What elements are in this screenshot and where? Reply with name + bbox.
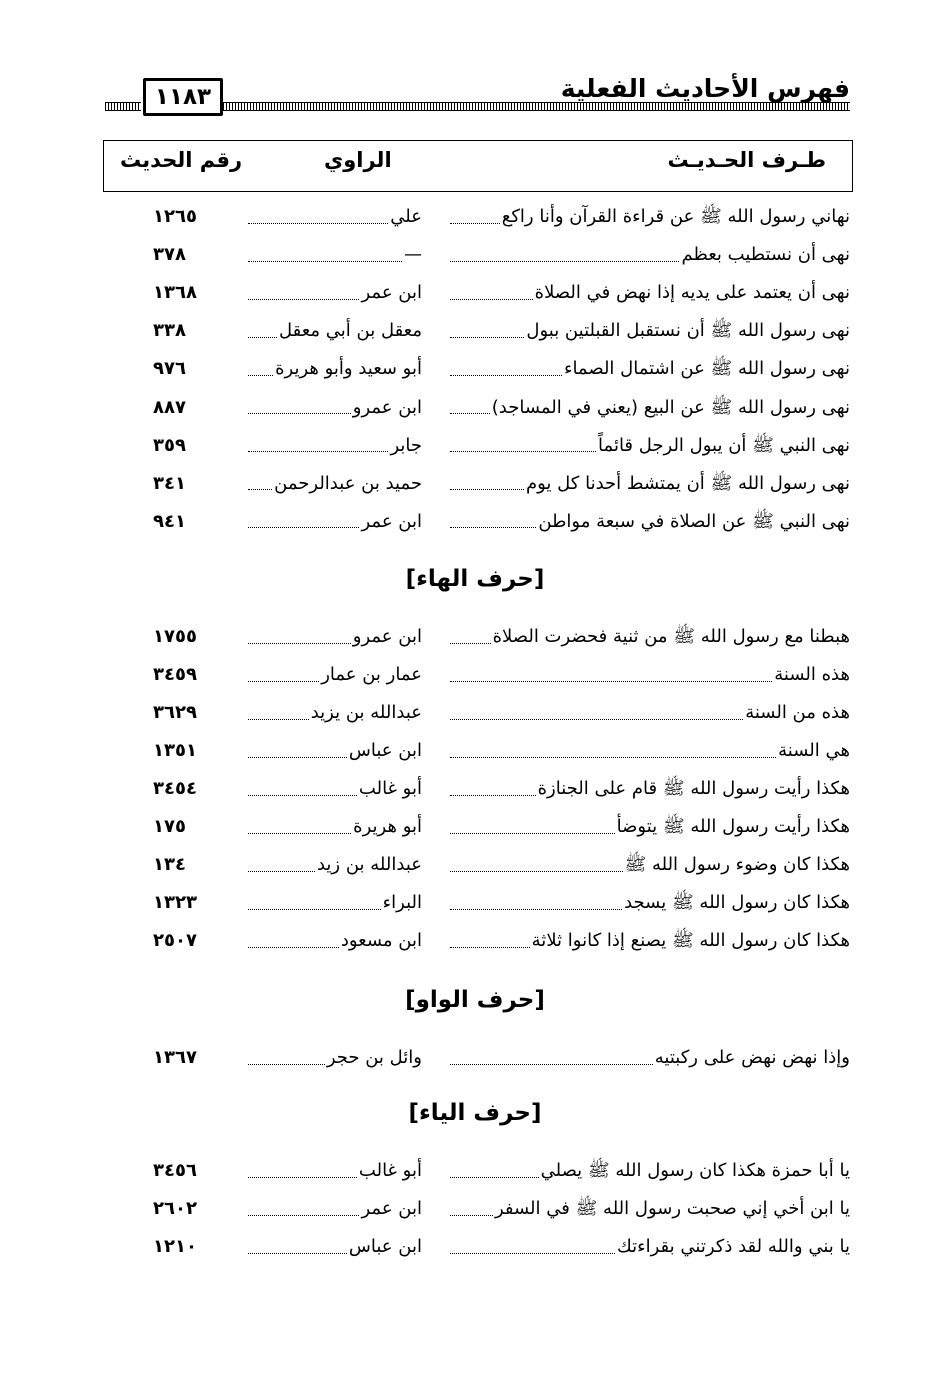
table-row [105, 278, 850, 308]
leader-dots [248, 1253, 347, 1254]
narrator-text: ابن مسعود [340, 930, 422, 951]
hadith-cell [448, 926, 850, 956]
header-rule-left [105, 102, 141, 111]
hadith-number: ١٧٥٥ [153, 626, 197, 647]
hadith-text: هذه من السنة [745, 702, 850, 723]
leader-dots [450, 1253, 615, 1254]
hadith-number: ٣٤٥٤ [153, 778, 197, 799]
narrator-cell [246, 736, 422, 766]
narrator-cell [246, 278, 422, 308]
leader-dots [450, 489, 524, 490]
hadith-text: نهى أن يعتمد على يديه إذا نهض في الصلاة [534, 282, 850, 304]
column-header-narrator: الراوي [324, 148, 392, 172]
hadith-cell [448, 622, 850, 652]
narrator-text: وائل بن حجر [326, 1047, 422, 1068]
hadith-cell [448, 1043, 850, 1073]
table-row [105, 202, 850, 232]
hadith-number: ٣٤١ [153, 472, 186, 494]
narrator-text: ابن عمرو [352, 626, 422, 647]
narrator-text: أبو غالب [358, 778, 422, 799]
hadith-text: نهى النبي ﷺ عن الصلاة في سبعة مواطن [538, 510, 850, 532]
table-row [105, 316, 850, 346]
hadith-cell [448, 202, 850, 232]
hadith-number: ١٣٦٧ [153, 1047, 197, 1068]
leader-dots [248, 947, 339, 948]
hadith-cell [448, 888, 850, 918]
narrator-text: — [404, 244, 422, 266]
hadith-number: ٣٤٥٩ [153, 664, 197, 685]
column-header-number: رقم الحديث [120, 148, 243, 172]
hadith-text: نهاني رسول الله ﷺ عن قراءة القرآن وأنا راكع [501, 206, 850, 227]
leader-dots [248, 489, 272, 490]
hadith-number: ١٢٦٥ [153, 206, 197, 227]
hadith-cell [448, 698, 850, 728]
narrator-cell [246, 316, 422, 346]
hadith-number: ٣٧٨ [153, 244, 186, 266]
leader-dots [248, 871, 315, 872]
table-row [105, 1156, 850, 1186]
hadith-text: نهى رسول الله ﷺ أن يمتشط أحدنا كل يوم [525, 472, 850, 494]
table-row [105, 812, 850, 842]
narrator-cell [246, 1232, 422, 1262]
table-row [105, 507, 850, 537]
leader-dots [248, 757, 347, 758]
leader-dots [248, 261, 402, 262]
leader-dots [450, 1177, 539, 1178]
hadith-number: ٩٧٦ [153, 358, 186, 380]
hadith-text: هكذا كان وضوء رسول الله ﷺ [624, 854, 850, 875]
leader-dots [248, 681, 319, 682]
leader-dots [450, 833, 615, 834]
table-row [105, 354, 850, 384]
leader-dots [450, 643, 491, 644]
table-row [105, 393, 850, 423]
hadith-cell [448, 507, 850, 537]
section-title-waw: [حرف الواو] [405, 987, 545, 1013]
table-row [105, 888, 850, 918]
running-title: فهرس الأحاديث الفعلية [560, 74, 850, 103]
hadith-text: وإذا نهض نهض على ركبتيه [654, 1047, 850, 1068]
table-row [105, 431, 850, 461]
narrator-text: جابر [390, 434, 422, 456]
hadith-cell [448, 240, 850, 270]
leader-dots [450, 375, 562, 376]
leader-dots [450, 451, 596, 452]
hadith-cell [448, 660, 850, 690]
narrator-cell [246, 774, 422, 804]
table-row [105, 1232, 850, 1262]
hadith-number: ٣٦٢٩ [153, 702, 197, 723]
leader-dots [248, 375, 273, 376]
narrator-text: ابن عمر [361, 510, 422, 532]
narrator-cell [246, 888, 422, 918]
narrator-text: علي [390, 206, 422, 227]
leader-dots [248, 413, 351, 414]
table-row [105, 469, 850, 499]
section-title-haa: [حرف الهاء] [405, 566, 545, 592]
hadith-text: نهى رسول الله ﷺ عن البيع (يعني في المساجد) [491, 396, 850, 418]
section-title-yaa: [حرف الياء] [408, 1100, 542, 1126]
leader-dots [450, 947, 530, 948]
hadith-text: هبطنا مع رسول الله ﷺ من ثنية فحضرت الصلاة [492, 626, 850, 647]
hadith-number: ٢٦٠٢ [153, 1198, 197, 1220]
narrator-cell [246, 507, 422, 537]
hadith-number: ١٣٦٨ [153, 282, 197, 304]
hadith-number: ١٢١٠ [153, 1236, 197, 1258]
narrator-text: أبو غالب [358, 1160, 422, 1181]
leader-dots [248, 909, 381, 910]
narrator-cell [246, 812, 422, 842]
hadith-text: هكذا رأيت رسول الله ﷺ قام على الجنازة [537, 778, 850, 799]
leader-dots [450, 757, 776, 758]
narrator-text: عمار بن عمار [321, 664, 422, 685]
hadith-cell [448, 354, 850, 384]
leader-dots [248, 833, 351, 834]
narrator-text: عبدالله بن زيد [316, 854, 422, 875]
narrator-text: عبدالله بن يزيد [310, 702, 422, 723]
hadith-cell [448, 1194, 850, 1224]
hadith-number: ٨٨٧ [153, 396, 186, 418]
hadith-cell [448, 393, 850, 423]
narrator-cell [246, 1156, 422, 1186]
narrator-cell [246, 698, 422, 728]
hadith-text: يا أبا حمزة هكذا كان رسول الله ﷺ يصلي [540, 1160, 850, 1181]
narrator-text: أبو سعيد وأبو هريرة [275, 358, 422, 380]
narrator-text: ابن عمرو [352, 396, 422, 418]
table-row [105, 736, 850, 766]
narrator-cell [246, 354, 422, 384]
leader-dots [450, 337, 524, 338]
table-row [105, 926, 850, 956]
narrator-text: أبو هريرة [353, 816, 422, 837]
hadith-number: ١٧٥ [153, 816, 186, 837]
leader-dots [450, 795, 536, 796]
column-header-hadith: طـرف الحـديـث [667, 148, 826, 172]
hadith-number: ٩٤١ [153, 510, 186, 532]
narrator-text: ابن عمر [361, 282, 422, 304]
hadith-number: ١٣٢٣ [153, 892, 197, 913]
narrator-text: ابن عمر [361, 1198, 422, 1220]
narrator-cell [246, 926, 422, 956]
table-row [105, 698, 850, 728]
hadith-cell [448, 1232, 850, 1262]
leader-dots [248, 299, 359, 300]
header-rule-right [223, 102, 850, 111]
page-number: ١١٨٣ [143, 78, 223, 116]
table-row [105, 774, 850, 804]
leader-dots [248, 719, 309, 720]
narrator-cell [246, 1043, 422, 1073]
narrator-text: معقل بن أبي معقل [278, 320, 422, 342]
hadith-text: يا بني والله لقد ذكرتني بقراءتك [616, 1236, 850, 1258]
leader-dots [450, 1064, 653, 1065]
hadith-text: نهى رسول الله ﷺ أن نستقبل القبلتين ببول [526, 320, 850, 342]
leader-dots [450, 719, 743, 720]
leader-dots [450, 261, 679, 262]
hadith-cell [448, 431, 850, 461]
leader-dots [450, 413, 490, 414]
hadith-number: ١٣٤ [153, 854, 186, 875]
hadith-cell [448, 774, 850, 804]
leader-dots [450, 299, 533, 300]
narrator-cell [246, 240, 422, 270]
hadith-text: يا ابن أخي إني صحبت رسول الله ﷺ في السفر [494, 1198, 850, 1220]
hadith-text: نهى النبي ﷺ أن يبول الرجل قائماً [598, 434, 850, 456]
leader-dots [248, 1177, 357, 1178]
table-row [105, 1043, 850, 1073]
table-row [105, 1194, 850, 1224]
hadith-cell [448, 850, 850, 880]
hadith-text: هكذا رأيت رسول الله ﷺ يتوضأ [616, 816, 850, 837]
leader-dots [450, 1215, 493, 1216]
table-row [105, 240, 850, 270]
leader-dots [248, 451, 388, 452]
hadith-cell [448, 469, 850, 499]
hadith-cell [448, 812, 850, 842]
leader-dots [450, 909, 622, 910]
narrator-cell [246, 660, 422, 690]
narrator-cell [246, 1194, 422, 1224]
leader-dots [450, 681, 772, 682]
narrator-cell [246, 850, 422, 880]
column-header-box [103, 140, 853, 192]
narrator-text: البراء [382, 892, 422, 913]
table-row [105, 660, 850, 690]
hadith-text: هذه السنة [774, 664, 850, 685]
leader-dots [248, 527, 359, 528]
page-header [105, 72, 850, 118]
hadith-number: ٢٥٠٧ [153, 930, 197, 951]
hadith-number: ٣٥٩ [153, 434, 186, 456]
hadith-cell [448, 736, 850, 766]
leader-dots [248, 643, 351, 644]
hadith-cell [448, 316, 850, 346]
narrator-text: ابن عباس [348, 740, 422, 761]
leader-dots [248, 223, 388, 224]
narrator-cell [246, 393, 422, 423]
narrator-text: حميد بن عبدالرحمن [274, 472, 422, 494]
leader-dots [248, 1064, 325, 1065]
narrator-cell [246, 202, 422, 232]
leader-dots [248, 795, 357, 796]
leader-dots [248, 1215, 359, 1216]
narrator-cell [246, 622, 422, 652]
hadith-cell [448, 1156, 850, 1186]
leader-dots [450, 223, 500, 224]
hadith-number: ٣٤٥٦ [153, 1160, 197, 1181]
hadith-number: ١٣٥١ [153, 740, 197, 761]
hadith-text: نهى رسول الله ﷺ عن اشتمال الصماء [563, 358, 850, 380]
hadith-number: ٣٣٨ [153, 320, 186, 342]
narrator-cell [246, 431, 422, 461]
narrator-cell [246, 469, 422, 499]
narrator-text: ابن عباس [348, 1236, 422, 1258]
hadith-text: هي السنة [778, 740, 850, 761]
leader-dots [450, 527, 536, 528]
leader-dots [450, 871, 623, 872]
hadith-text: نهى أن نستطيب بعظم [681, 244, 850, 266]
leader-dots [248, 337, 277, 338]
hadith-text: هكذا كان رسول الله ﷺ يسجد [624, 892, 850, 913]
table-row [105, 622, 850, 652]
table-row [105, 850, 850, 880]
hadith-text: هكذا كان رسول الله ﷺ يصنع إذا كانوا ثلاثة [531, 930, 850, 951]
hadith-cell [448, 278, 850, 308]
